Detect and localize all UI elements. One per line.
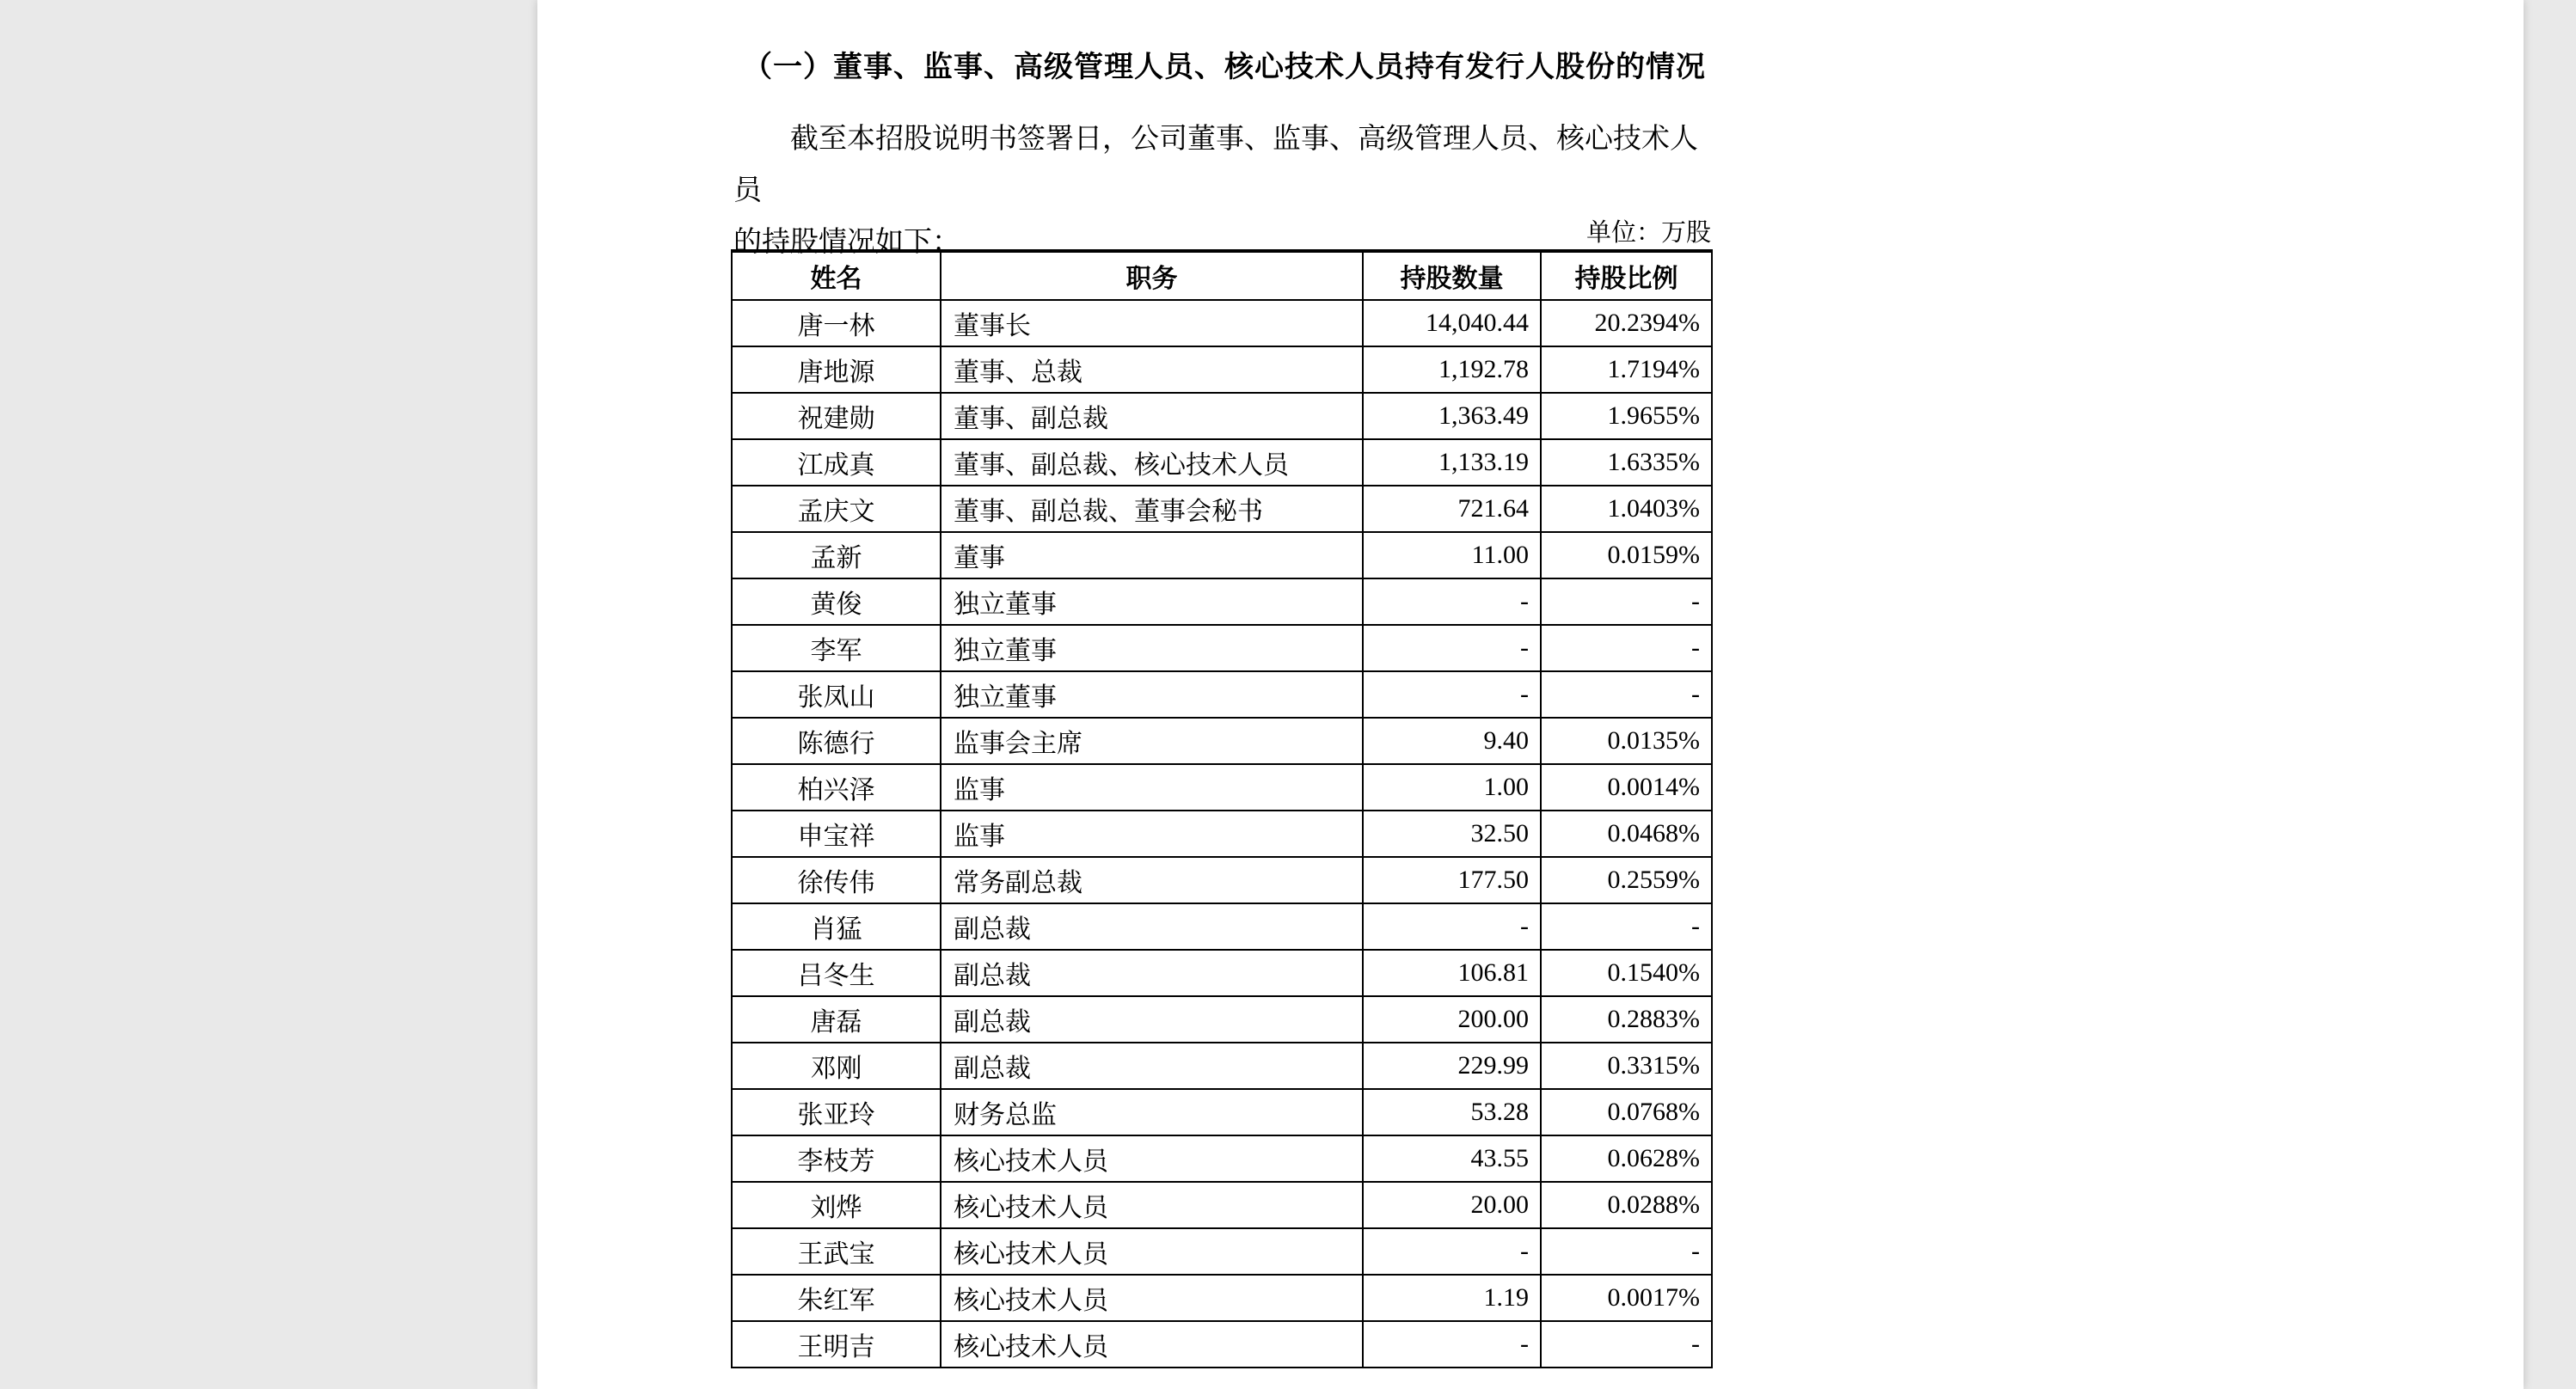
column-header-shares: 持股数量	[1363, 251, 1541, 300]
position-cell: 监事会主席	[941, 718, 1363, 764]
name-cell: 黄俊	[732, 578, 941, 625]
table-row	[732, 1321, 1712, 1368]
name-cell: 张亚玲	[732, 1089, 941, 1135]
position-cell: 核心技术人员	[941, 1228, 1363, 1275]
table-row	[732, 1043, 1712, 1089]
table-row	[732, 671, 1712, 718]
ratio-cell: 0.0628%	[1541, 1135, 1712, 1182]
name-cell: 刘烨	[732, 1182, 941, 1228]
shares-cell: 1.00	[1363, 764, 1541, 811]
table-row	[732, 1135, 1712, 1182]
position-cell: 监事	[941, 811, 1363, 857]
shares-cell: 1,363.49	[1363, 393, 1541, 439]
ratio-cell: 0.1540%	[1541, 950, 1712, 996]
position-cell: 董事长	[941, 300, 1363, 346]
unit-note: 单位：万股	[1585, 219, 1711, 247]
table-row	[732, 718, 1712, 764]
name-cell: 张凤山	[732, 671, 941, 718]
shares-cell: 53.28	[1363, 1089, 1541, 1135]
position-cell: 董事、副总裁、董事会秘书	[941, 486, 1363, 532]
column-header-ratio: 持股比例	[1541, 251, 1712, 300]
position-cell: 副总裁	[941, 1043, 1363, 1089]
shares-cell: 20.00	[1363, 1182, 1541, 1228]
ratio-cell: 20.2394%	[1541, 300, 1712, 346]
table-row	[732, 532, 1712, 578]
shares-cell: 177.50	[1363, 857, 1541, 903]
ratio-cell: -	[1541, 903, 1712, 950]
position-cell: 财务总监	[941, 1089, 1363, 1135]
shareholding-table	[731, 249, 1713, 1368]
table-row	[732, 764, 1712, 811]
position-cell: 副总裁	[941, 903, 1363, 950]
intro-paragraph-line-1: 截至本招股说明书签署日，公司董事、监事、高级管理人员、核心技术人员	[733, 124, 1698, 206]
shares-cell: 14,040.44	[1363, 300, 1541, 346]
shares-cell: 9.40	[1363, 718, 1541, 764]
ratio-cell: 0.0014%	[1541, 764, 1712, 811]
position-cell: 独立董事	[941, 671, 1363, 718]
ratio-cell: 0.2883%	[1541, 996, 1712, 1043]
ratio-cell: 1.9655%	[1541, 393, 1712, 439]
ratio-cell: 1.6335%	[1541, 439, 1712, 486]
ratio-cell: 0.0768%	[1541, 1089, 1712, 1135]
shares-cell: 43.55	[1363, 1135, 1541, 1182]
shares-cell: -	[1363, 625, 1541, 671]
table-row	[732, 625, 1712, 671]
name-cell: 肖猛	[732, 903, 941, 950]
table-row	[732, 1182, 1712, 1228]
shares-cell: -	[1363, 1228, 1541, 1275]
table-row	[732, 1089, 1712, 1135]
name-cell: 孟庆文	[732, 486, 941, 532]
name-cell: 申宝祥	[732, 811, 941, 857]
shares-cell: 106.81	[1363, 950, 1541, 996]
ratio-cell: -	[1541, 625, 1712, 671]
name-cell: 柏兴泽	[732, 764, 941, 811]
name-cell: 李军	[732, 625, 941, 671]
document-page	[537, 0, 2524, 1389]
position-cell: 核心技术人员	[941, 1182, 1363, 1228]
table-row	[732, 1228, 1712, 1275]
ratio-cell: -	[1541, 671, 1712, 718]
ratio-cell: -	[1541, 1321, 1712, 1368]
shares-cell: 1.19	[1363, 1275, 1541, 1321]
name-cell: 邓刚	[732, 1043, 941, 1089]
name-cell: 江成真	[732, 439, 941, 486]
ratio-cell: -	[1541, 1228, 1712, 1275]
table-row	[732, 811, 1712, 857]
table-row	[732, 486, 1712, 532]
position-cell: 独立董事	[941, 625, 1363, 671]
position-cell: 常务副总裁	[941, 857, 1363, 903]
position-cell: 监事	[941, 764, 1363, 811]
name-cell: 朱红军	[732, 1275, 941, 1321]
name-cell: 李枝芳	[732, 1135, 941, 1182]
column-header-position: 职务	[941, 251, 1363, 300]
table-row	[732, 346, 1712, 393]
position-cell: 核心技术人员	[941, 1135, 1363, 1182]
shares-cell: 200.00	[1363, 996, 1541, 1043]
ratio-cell: 1.7194%	[1541, 346, 1712, 393]
shares-cell: 11.00	[1363, 532, 1541, 578]
intro-paragraph-line-2: 的持股情况如下：	[733, 227, 960, 258]
table-row	[732, 996, 1712, 1043]
name-cell: 孟新	[732, 532, 941, 578]
shares-cell: -	[1363, 578, 1541, 625]
ratio-cell: 0.0288%	[1541, 1182, 1712, 1228]
position-cell: 董事	[941, 532, 1363, 578]
position-cell: 核心技术人员	[941, 1321, 1363, 1368]
shares-cell: 1,192.78	[1363, 346, 1541, 393]
shares-cell: -	[1363, 903, 1541, 950]
name-cell: 王武宝	[732, 1228, 941, 1275]
position-cell: 董事、副总裁、核心技术人员	[941, 439, 1363, 486]
shares-cell: -	[1363, 1321, 1541, 1368]
ratio-cell: 1.0403%	[1541, 486, 1712, 532]
ratio-cell: 0.0159%	[1541, 532, 1712, 578]
name-cell: 唐地源	[732, 346, 941, 393]
table-row	[732, 1275, 1712, 1321]
table-row	[732, 439, 1712, 486]
table-row	[732, 903, 1712, 950]
ratio-cell: 0.0468%	[1541, 811, 1712, 857]
section-title: （一）董事、监事、高级管理人员、核心技术人员持有发行人股份的情况	[743, 52, 1706, 83]
table-row	[732, 857, 1712, 903]
name-cell: 吕冬生	[732, 950, 941, 996]
position-cell: 核心技术人员	[941, 1275, 1363, 1321]
table-row	[732, 300, 1712, 346]
shares-cell: -	[1363, 671, 1541, 718]
table-header-row	[732, 251, 1712, 300]
ratio-cell: 0.3315%	[1541, 1043, 1712, 1089]
ratio-cell: 0.2559%	[1541, 857, 1712, 903]
ratio-cell: 0.0017%	[1541, 1275, 1712, 1321]
name-cell: 王明吉	[732, 1321, 941, 1368]
position-cell: 独立董事	[941, 578, 1363, 625]
table-row	[732, 950, 1712, 996]
shares-cell: 32.50	[1363, 811, 1541, 857]
name-cell: 陈德行	[732, 718, 941, 764]
position-cell: 董事、总裁	[941, 346, 1363, 393]
name-cell: 唐一林	[732, 300, 941, 346]
position-cell: 董事、副总裁	[941, 393, 1363, 439]
position-cell: 副总裁	[941, 950, 1363, 996]
ratio-cell: -	[1541, 578, 1712, 625]
column-header-name: 姓名	[732, 251, 941, 300]
ratio-cell: 0.0135%	[1541, 718, 1712, 764]
shares-cell: 721.64	[1363, 486, 1541, 532]
name-cell: 徐传伟	[732, 857, 941, 903]
position-cell: 副总裁	[941, 996, 1363, 1043]
name-cell: 祝建勋	[732, 393, 941, 439]
table-row	[732, 578, 1712, 625]
shares-cell: 229.99	[1363, 1043, 1541, 1089]
name-cell: 唐磊	[732, 996, 941, 1043]
table-row	[732, 393, 1712, 439]
shares-cell: 1,133.19	[1363, 439, 1541, 486]
